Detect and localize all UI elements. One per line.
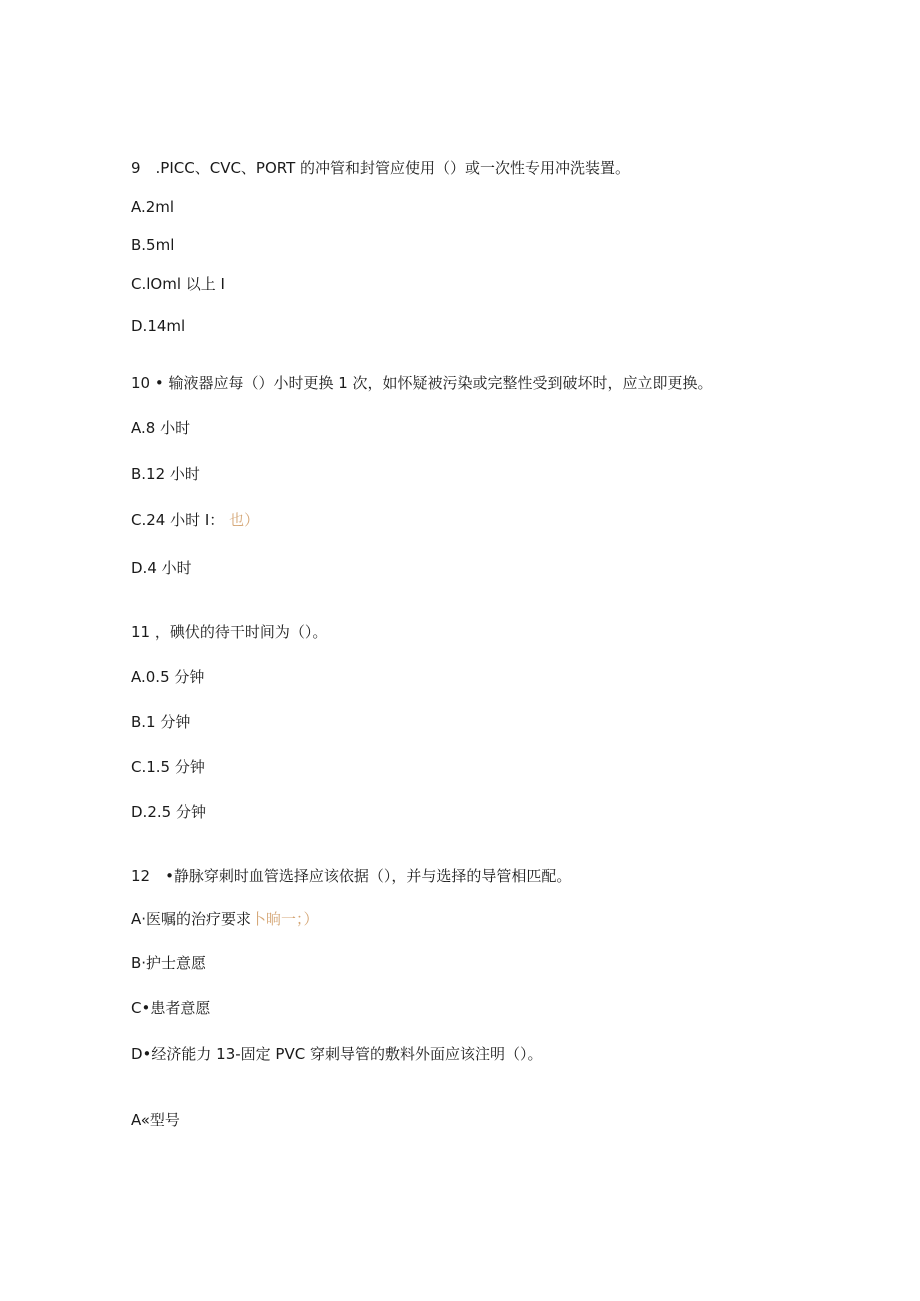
question-10-stem: 10 • 输液器应每（）小时更换 1 次，如怀疑被污染或完整性受到破坏时，应立即更换。 — [131, 374, 713, 392]
handwritten-annotation-q10: 也） — [229, 511, 260, 529]
question-12-option-b: B·护士意愿 — [131, 954, 207, 972]
question-11-stem: 11 ，碘伏的待干时间为（）。 — [131, 623, 328, 641]
question-9-option-b: B.5ml — [131, 236, 175, 254]
question-9-option-d: D.14ml — [131, 317, 186, 335]
question-9-option-c: C.lOml 以上 I — [131, 275, 225, 293]
question-12-option-a — [131, 909, 319, 929]
question-11-option-d: D.2.5 分钟 — [131, 803, 206, 821]
question-11-option-b: B.1 分钟 — [131, 713, 191, 731]
question-10-option-b: B.12 小时 — [131, 465, 200, 483]
question-10-option-d: D.4 小时 — [131, 559, 192, 577]
question-10-option-c-text: C.24 小时 I： — [131, 511, 225, 529]
question-10-option-a: A.8 小时 — [131, 419, 191, 437]
question-12-stem: 12 •静脉穿刺时血管选择应该依据（），并与选择的导管相匹配。 — [131, 867, 572, 885]
question-11-option-c: C.1.5 分钟 — [131, 758, 205, 776]
question-13-option-a: A«型号 — [131, 1111, 180, 1129]
question-12-option-d: D•经济能力 13-固定 PVC 穿刺导管的敷料外面应该注明（）。 — [131, 1045, 543, 1063]
question-11-option-a: A.0.5 分钟 — [131, 668, 205, 686]
question-12-option-c: C•患者意愿 — [131, 999, 211, 1017]
handwritten-annotation-q12: 卜晌一；） — [251, 910, 319, 928]
question-9-stem: 9 .PICC、CVC、PORT 的冲管和封管应使用（）或一次性专用冲洗装置。 — [131, 159, 631, 177]
question-12-option-a-text: A·医嘱的治疗要求 — [131, 910, 252, 928]
question-9-option-a: A.2ml — [131, 198, 175, 216]
question-10-option-c — [131, 510, 259, 530]
